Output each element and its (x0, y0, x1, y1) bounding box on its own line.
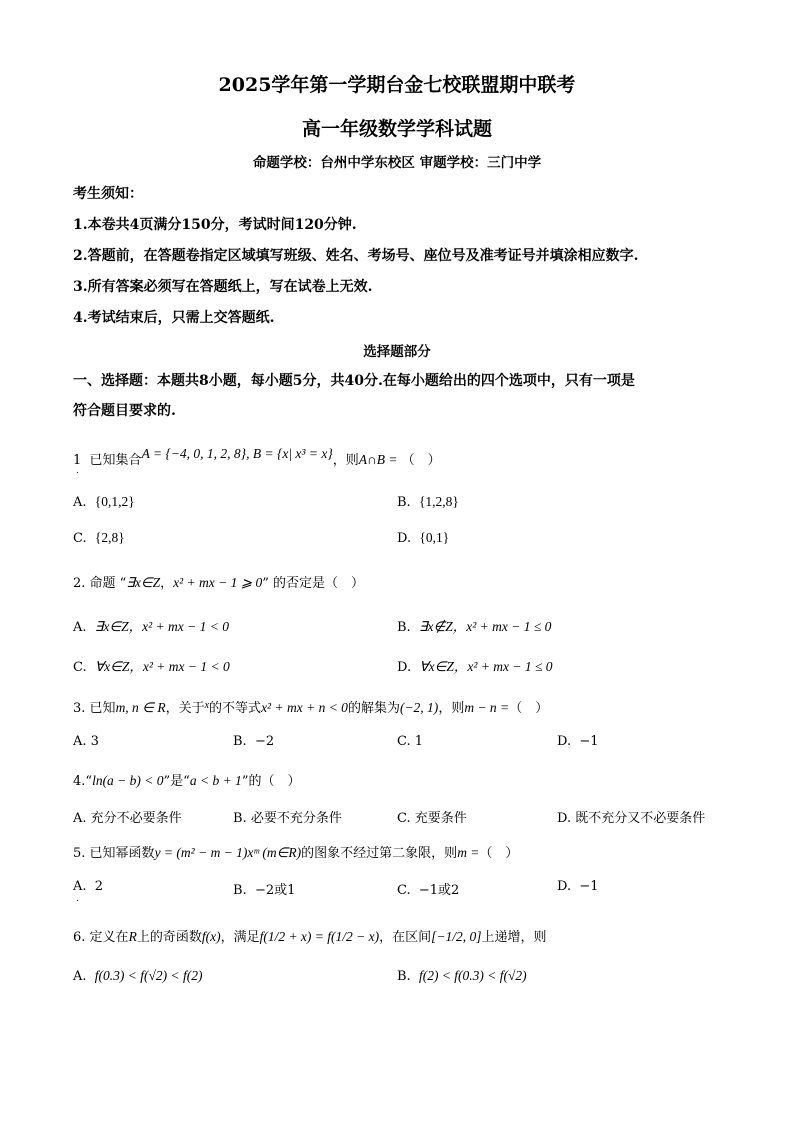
notice-item: 3.所有答案必须写在答题纸上，写在试卷上无效. (73, 279, 373, 295)
option-d: D. −1 (557, 879, 599, 894)
question-number: 6. (73, 930, 86, 945)
question-number: 1 (73, 453, 82, 468)
option-c: C. 充要条件 (397, 811, 467, 826)
question-3: 3. 已知m, n ∈ R，关于$^x$的不等式x² + mx + n < 0的解集为(−2, 1)，则m − n =（ ） (73, 700, 549, 716)
option-b: B. ∃x∉Z，x² + mx − 1 ≤ 0 (397, 619, 552, 635)
math-expr: m − n = (464, 700, 510, 715)
math-expr: ∃x∈Z (126, 575, 161, 590)
notice-heading: 考生须知： (73, 186, 143, 202)
option-b: B. −2或1 (233, 883, 296, 898)
math-expr: y = (m² − m − 1)xᵐ (m∈R) (154, 845, 302, 860)
option-d: D. ∀x∈Z，x² + mx − 1 ≤ 0 (397, 659, 553, 675)
option-d: D. 既不充分又不必要条件 (557, 811, 706, 826)
school-info: 命题学校：台州中学东校区 审题学校：三门中学 (252, 155, 542, 171)
option-a: A. {0,1,2} (73, 494, 135, 510)
exam-subtitle: 高一年级数学学科试题 (301, 118, 492, 140)
math-expr: x² + mx − 1 ⩾ 0 (173, 575, 263, 590)
option-d: D. {0,1} (397, 530, 450, 546)
math-expr: A∩B = (358, 452, 398, 467)
math-expr: a < b + 1 (189, 773, 242, 788)
section-title: 选择题部分 (363, 344, 431, 360)
math-expr: [−1/2, 0] (431, 929, 482, 944)
math-expr: f(x) (201, 929, 221, 944)
notice-item: 1.本卷共4页满分150分，考试时间120分钟. (73, 217, 357, 233)
notice-item: 4.考试结束后，只需上交答题纸. (73, 310, 275, 326)
option-b: B. {1,2,8} (397, 494, 459, 510)
option-a: A. 2 (73, 879, 104, 894)
math-expr: f(1/2 + x) = f(1/2 − x) (259, 929, 380, 944)
question-number: 5. (73, 846, 86, 861)
math-expr: m = (457, 845, 480, 860)
notice-item: 2.答题前，在答题卷指定区域填写班级、姓名、考场号、座位号及准考证号并填涂相应数字. (73, 248, 639, 264)
question-4: 4.“ln(a − b) < 0”是“a < b + 1”的（ ） (73, 773, 301, 789)
option-a: A. 充分不必要条件 (73, 811, 182, 826)
question-number: 2. (73, 576, 86, 591)
option-c: C. ∀x∈Z，x² + mx − 1 < 0 (73, 659, 230, 675)
math-expr: R (128, 929, 137, 944)
option-c: C. −1或2 (397, 883, 460, 898)
option-b: B. 必要不充分条件 (233, 811, 342, 826)
math-expr: ln(a − b) < 0 (92, 773, 164, 788)
section-instructions: 一、选择题：本题共8小题，每小题5分，共40分.在每小题给出的四个选项中，只有一项是 (73, 373, 635, 389)
option-c: C. 1 (397, 734, 424, 749)
exam-title: 2025学年第一学期台金七校联盟期中联考 (218, 74, 576, 96)
option-c: C. {2,8} (73, 530, 125, 546)
math-expr: B = {x| x³ = x} (252, 446, 333, 461)
option-a: A. ∃x∈Z，x² + mx − 1 < 0 (73, 619, 229, 635)
option-d: D. −1 (557, 734, 599, 749)
question-number: 3. (73, 701, 86, 716)
math-expr: (−2, 1) (399, 700, 439, 715)
question-1: 1 已知集合A = {−4, 0, 1, 2, 8}, B = {x| x³ = x}，则A∩B = （ ） (73, 446, 441, 468)
math-expr: m, n ∈ R (115, 700, 166, 715)
question-2: 2. 命题 “∃x∈Z，x² + mx − 1 ⩾ 0” 的否定是（ ） (73, 575, 364, 591)
question-5: 5. 已知幂函数y = (m² − m − 1)xᵐ (m∈R)的图象不经过第二象限，则m =（ ） (73, 845, 519, 861)
option-b: B. −2 (233, 734, 275, 749)
option-a: A. f(0.3) < f(√2) < f(2) (73, 968, 203, 984)
math-expr: A = {−4, 0, 1, 2, 8} (141, 446, 247, 461)
option-b: B. f(2) < f(0.3) < f(√2) (397, 968, 527, 984)
option-a: A. 3 (73, 734, 99, 749)
math-expr: x² + mx + n < 0 (261, 700, 348, 715)
section-instructions-cont: 符合题目要求的. (73, 403, 176, 419)
question-number: 4. (73, 774, 86, 789)
question-6: 6. 定义在R上的奇函数f(x)，满足f(1/2 + x) = f(1/2 − x)，在区间[−1/2, 0]上递增，则 (73, 929, 547, 945)
